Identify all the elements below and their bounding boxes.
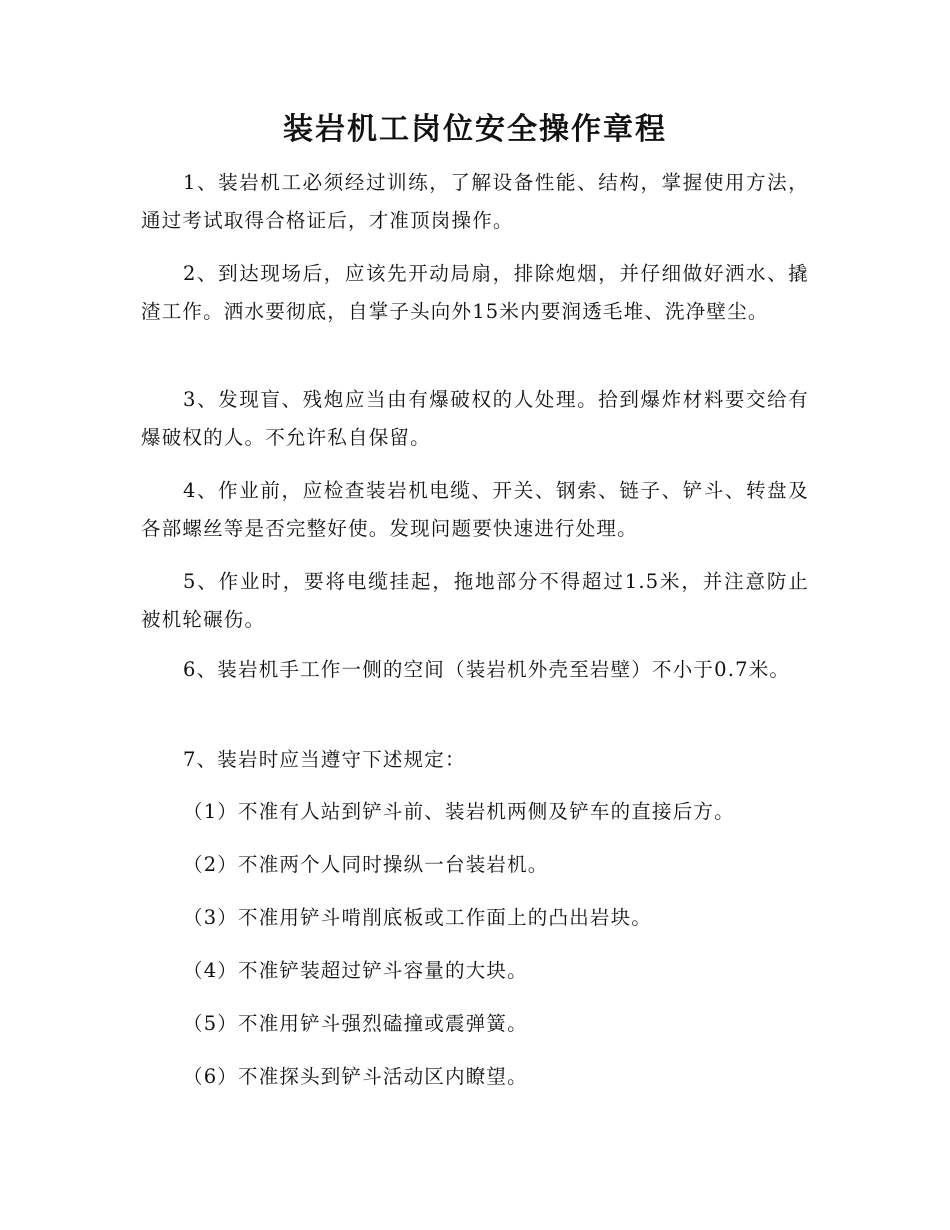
sub-item-6: （6）不准探头到铲斗活动区内瞭望。 — [183, 1065, 528, 1088]
paragraph-5: 5、作业时，要将电缆挂起，拖地部分不得超过1.5米，并注意防止被机轮碾伤。 — [141, 570, 809, 631]
sub-item-2: （2）不准两个人同时操纵一台装岩机。 — [183, 853, 549, 876]
sub-item-5: （5）不准用铲斗强烈磕撞或震弹簧。 — [183, 1012, 528, 1035]
sub-item-3: （3）不准用铲斗啃削底板或工作面上的凸出岩块。 — [183, 906, 653, 929]
sub-item-4: （4）不准铲装超过铲斗容量的大块。 — [183, 959, 528, 982]
paragraph-4: 4、作业前，应检查装岩机电缆、开关、钢索、链子、铲斗、转盘及各部螺丝等是否完整好使。发现问题要快速进行处理。 — [141, 479, 809, 540]
paragraph-6: 6、装岩机手工作一侧的空间（装岩机外壳至岩壁）不小于0.7米。 — [183, 658, 791, 681]
sub-item-1: （1）不准有人站到铲斗前、装岩机两侧及铲车的直接后方。 — [183, 800, 735, 823]
paragraph-3: 3、发现盲、残炮应当由有爆破权的人处理。拾到爆炸材料要交给有爆破权的人。不允许私自保留。 — [141, 388, 809, 449]
document-title: 装岩机工岗位安全操作章程 — [283, 112, 667, 147]
paragraph-2: 2、到达现场后，应该先开动局扇，排除炮烟，并仔细做好洒水、撬渣工作。洒水要彻底，自掌子头向外15米内要润透毛堆、洗净壁尘。 — [141, 262, 809, 323]
paragraph-7: 7、装岩时应当遵守下述规定： — [183, 748, 466, 771]
paragraph-1: 1、装岩机工必须经过训练，了解设备性能、结构，掌握使用方法，通过考试取得合格证后，才准顶岗操作。 — [141, 171, 809, 232]
